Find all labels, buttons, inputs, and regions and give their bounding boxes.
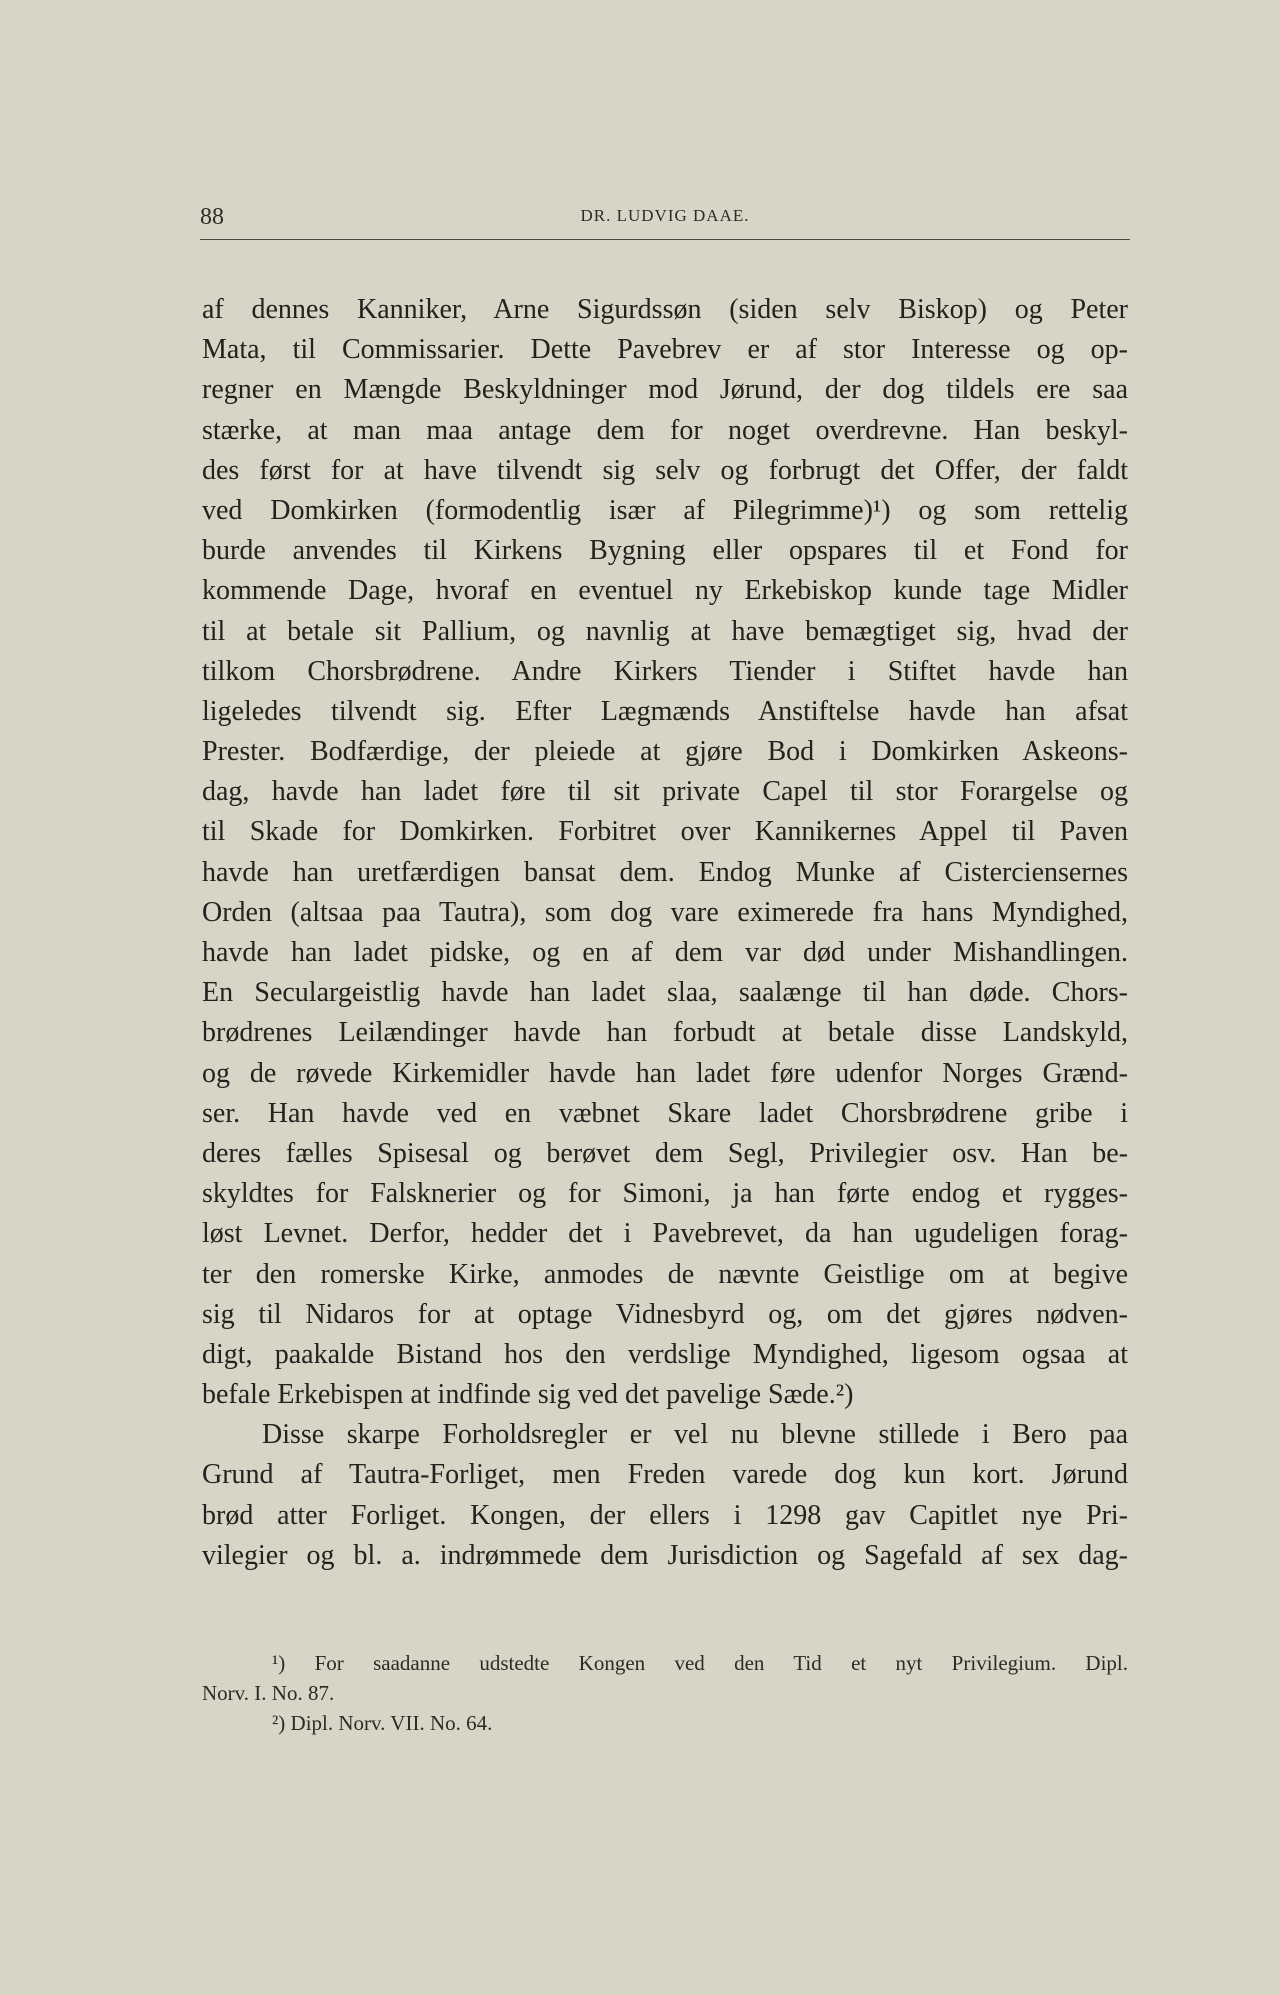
body-line: skyldtes for Falsknerier og for Simoni, ja han førte endog et rygges- (202, 1178, 1128, 1210)
body-line: kommende Dage, hvoraf en eventuel ny Erkebiskop kunde tage Midler (202, 575, 1128, 607)
body-line: tilkom Chorsbrødrene. Andre Kirkers Tiender i Stiftet havde han (202, 655, 1128, 687)
running-head-title: DR. LUDVIG DAAE. (580, 206, 750, 225)
body-line: Mata, til Commissarier. Dette Pavebrev er af stor Interesse og op- (202, 334, 1128, 366)
page-number: 88 (200, 204, 224, 230)
body-text (202, 290, 1128, 1576)
body-line: havde han uretfærdigen bansat dem. Endog Munke af Cisterciensernes (202, 856, 1128, 888)
body-line: ved Domkirken (formodentlig især af Pilegrimme)¹) og som rettelig (202, 494, 1128, 526)
body-line: dag, havde han ladet føre til sit private Capel til stor Forargelse og (202, 776, 1128, 808)
body-line: burde anvendes til Kirkens Bygning eller opspares til et Fond for (202, 535, 1128, 567)
body-line: deres fælles Spisesal og berøvet dem Segl, Privilegier osv. Han be- (202, 1137, 1128, 1169)
body-line: ter den romerske Kirke, anmodes de nævnte Geistlige om at begive (202, 1258, 1128, 1290)
footnote-2: ²) Dipl. Norv. VII. No. 64. (272, 1711, 493, 1735)
body-line: til Skade for Domkirken. Forbitret over Kannikernes Appel til Paven (202, 816, 1128, 848)
footnotes (202, 1648, 1128, 1738)
body-line: regner en Mængde Beskyldninger mod Jørund, der dog tildels ere saa (202, 374, 1128, 406)
body-line: digt, paakalde Bistand hos den verdslige Myndighed, ligesom ogsaa at (202, 1338, 1128, 1370)
body-line: des først for at have tilvendt sig selv og forbrugt det Offer, der faldt (202, 454, 1128, 486)
body-line: En Seculargeistlig havde han ladet slaa, saalænge til han døde. Chors- (202, 977, 1128, 1009)
body-line: Prester. Bodfærdige, der pleiede at gjøre Bod i Domkirken Askeons- (202, 736, 1128, 768)
body-line: Grund af Tautra-Forliget, men Freden varede dog kun kort. Jørund (202, 1459, 1128, 1491)
body-line: Disse skarpe Forholdsregler er vel nu blevne stillede i Bero paa (262, 1419, 1128, 1451)
footnote-1: ¹) For saadanne udstedte Kongen ved den Tid et nyt Privilegium. Dipl. (272, 1651, 1128, 1675)
running-head (200, 204, 1130, 240)
body-line: ser. Han havde ved en væbnet Skare ladet Chorsbrødrene gribe i (202, 1097, 1128, 1129)
body-line: stærke, at man maa antage dem for noget overdrevne. Han beskyl- (202, 414, 1128, 446)
body-line: og de røvede Kirkemidler havde han ladet føre udenfor Norges Grænd- (202, 1057, 1128, 1089)
body-line: af dennes Kanniker, Arne Sigurdssøn (siden selv Biskop) og Peter (202, 294, 1128, 325)
body-line: løst Levnet. Derfor, hedder det i Pavebrevet, da han ugudeligen forag- (202, 1218, 1128, 1250)
body-line: brødrenes Leilændinger havde han forbudt at betale disse Landskyld, (202, 1017, 1128, 1049)
body-line: vilegier og bl. a. indrømmede dem Jurisdiction og Sagefald af sex dag- (202, 1539, 1128, 1571)
body-line: Orden (altsaa paa Tautra), som dog vare eximerede fra hans Myndighed, (202, 896, 1128, 928)
body-line: brød atter Forliget. Kongen, der ellers i 1298 gav Capitlet nye Pri- (202, 1499, 1128, 1531)
header-rule (200, 239, 1130, 240)
body-line: ligeledes tilvendt sig. Efter Lægmænds Anstiftelse havde han afsat (202, 695, 1128, 727)
body-line: havde han ladet pidske, og en af dem var død under Mishandlingen. (202, 937, 1128, 968)
footnote-1-continued: Norv. I. No. 87. (202, 1681, 335, 1705)
body-line: befale Erkebispen at indfinde sig ved det pavelige Sæde.²) (202, 1379, 854, 1411)
body-line: sig til Nidaros for at optage Vidnesbyrd og, om det gjøres nødven- (202, 1298, 1128, 1330)
body-line: til at betale sit Pallium, og navnlig at have bemægtiget sig, hvad der (202, 615, 1128, 647)
